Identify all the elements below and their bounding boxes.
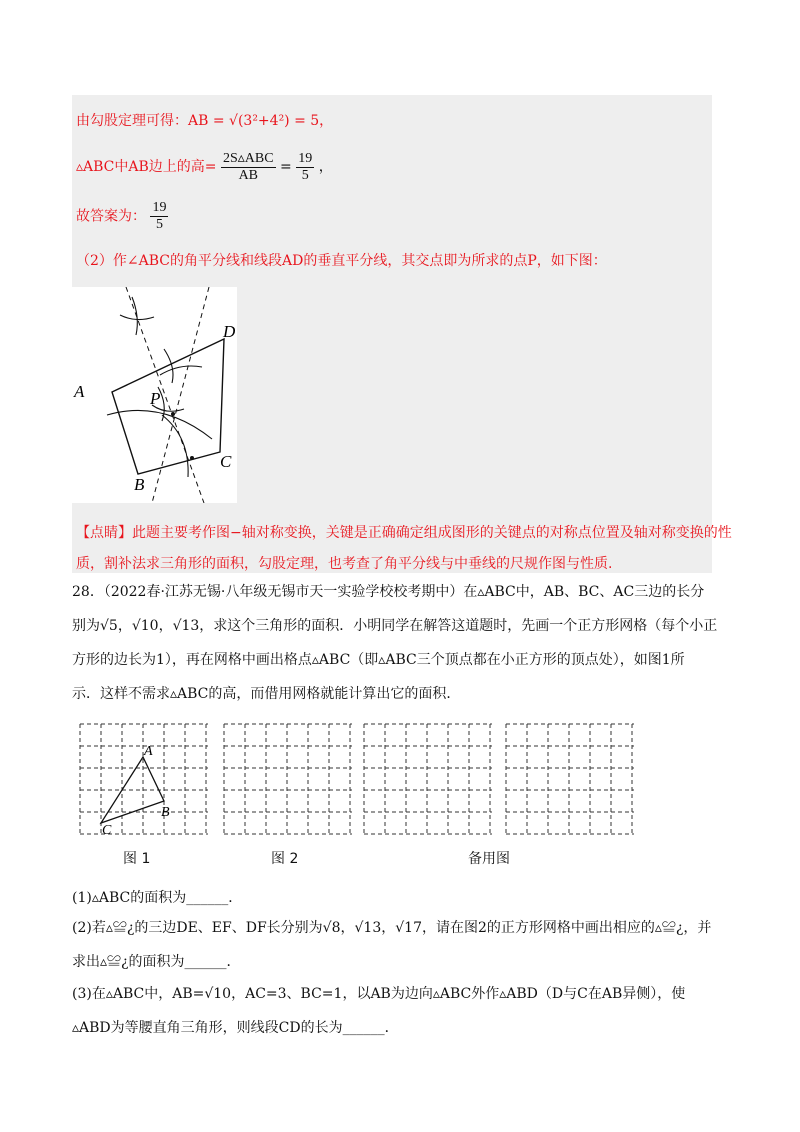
construction-figure <box>72 287 237 503</box>
grid-label-a: A <box>144 744 153 759</box>
line2-eq: = <box>280 159 292 175</box>
arc-5 <box>160 366 202 375</box>
answer-num: 19 <box>152 200 167 215</box>
grid-figure-2 <box>222 722 354 844</box>
solution-line-2 <box>76 150 333 184</box>
caption-spare: 备用图 <box>468 851 510 867</box>
quadrilateral-abcd <box>112 339 224 474</box>
grid-3-svg <box>362 722 494 840</box>
line2-suffix: ， <box>318 159 333 175</box>
grid-label-b: B <box>161 805 170 820</box>
label-b: B <box>134 475 145 494</box>
bisector-dot <box>190 456 194 460</box>
question-2-line-2: 求出▵≌¿的面积为______． <box>72 954 241 970</box>
solution-line-1: 由勾股定理可得：AB = √(3²+4²) = 5， <box>76 113 334 129</box>
height-value-num: 19 <box>298 150 313 166</box>
height-fraction-num: 2S▵ABC <box>222 151 274 166</box>
note-line-2: 质，割补法求三角形的面积，勾股定理，也考查了角平分线与中垂线的尺规作图与性质. <box>76 556 613 572</box>
grid-2-svg <box>222 722 354 840</box>
grid-figure-1 <box>78 722 210 844</box>
construction-svg <box>72 287 237 503</box>
label-a: A <box>74 382 85 401</box>
answer-den: 5 <box>155 217 163 232</box>
answer-fraction <box>150 200 168 233</box>
solution-line-3 <box>76 200 168 233</box>
problem-line-3: 方形的边长为1），再在网格中画出格点▵ABC（即▵ABC三个顶点都在小正方形的顶点处），如图1所 <box>72 652 685 668</box>
arc-4 <box>132 297 137 335</box>
height-fraction <box>221 150 276 184</box>
label-d: D <box>223 322 236 341</box>
line2-prefix: ▵ABC中AB边上的高= <box>76 159 217 175</box>
perpendicular-bisector-line <box>152 287 209 503</box>
point-p-dot <box>171 412 175 416</box>
grid-1-lines <box>80 724 208 834</box>
note-line-1: 【点睛】此题主要考作图−轴对称变换，关键是正确确定组成图形的关键点的对称点位置及轴对称变换的性 <box>76 525 732 541</box>
grid-figure-spare-2 <box>504 722 636 844</box>
problem-line-2: 别为√5，√10，√13，求这个三角形的面积．小明同学在解答这道题时，先画一个正方形网格（每个小正 <box>72 618 718 634</box>
question-1: (1)▵ABC的面积为______． <box>72 890 243 906</box>
caption-figure-2: 图 2 <box>271 851 299 867</box>
label-c: C <box>220 452 232 471</box>
height-fraction-den: AB <box>238 168 259 183</box>
height-value-den: 5 <box>301 167 309 183</box>
question-3-line-2: ▵ABD为等腰直角三角形，则线段CD的长为______． <box>72 1020 399 1036</box>
grid-label-c: C <box>102 823 112 838</box>
solution-line-4: （2）作∠ABC的角平分线和线段AD的垂直平分线，其交点即为所求的点P，如下图： <box>76 253 607 269</box>
grid-1-svg <box>78 722 210 840</box>
problem-line-1: 28．（2022春·江苏无锡·八年级无锡市天一实验学校校考期中）在▵ABC中，AB、BC、AC三边的长分 <box>72 584 705 600</box>
answer-prefix: 故答案为： <box>76 208 146 225</box>
grid-figure-spare-1 <box>362 722 494 844</box>
problem-line-4: 示．这样不需求▵ABC的高，而借用网格就能计算出它的面积． <box>72 686 461 702</box>
question-3-line-1: (3)在▵ABC中，AB=√10，AC=3、BC=1，以AB为边向▵ABC外作▵ABD（D与C在AB异侧），使 <box>72 986 686 1002</box>
caption-figure-1: 图 1 <box>123 851 151 867</box>
question-2-line-1: (2)若▵≌¿的三边DE、EF、DF长分别为√8，√13，√17，请在图2的正方形网格中画出相应的▵≌¿，并 <box>72 920 712 936</box>
height-value-fraction <box>296 151 314 184</box>
label-p: P <box>150 389 161 408</box>
grid-4-svg <box>504 722 636 840</box>
